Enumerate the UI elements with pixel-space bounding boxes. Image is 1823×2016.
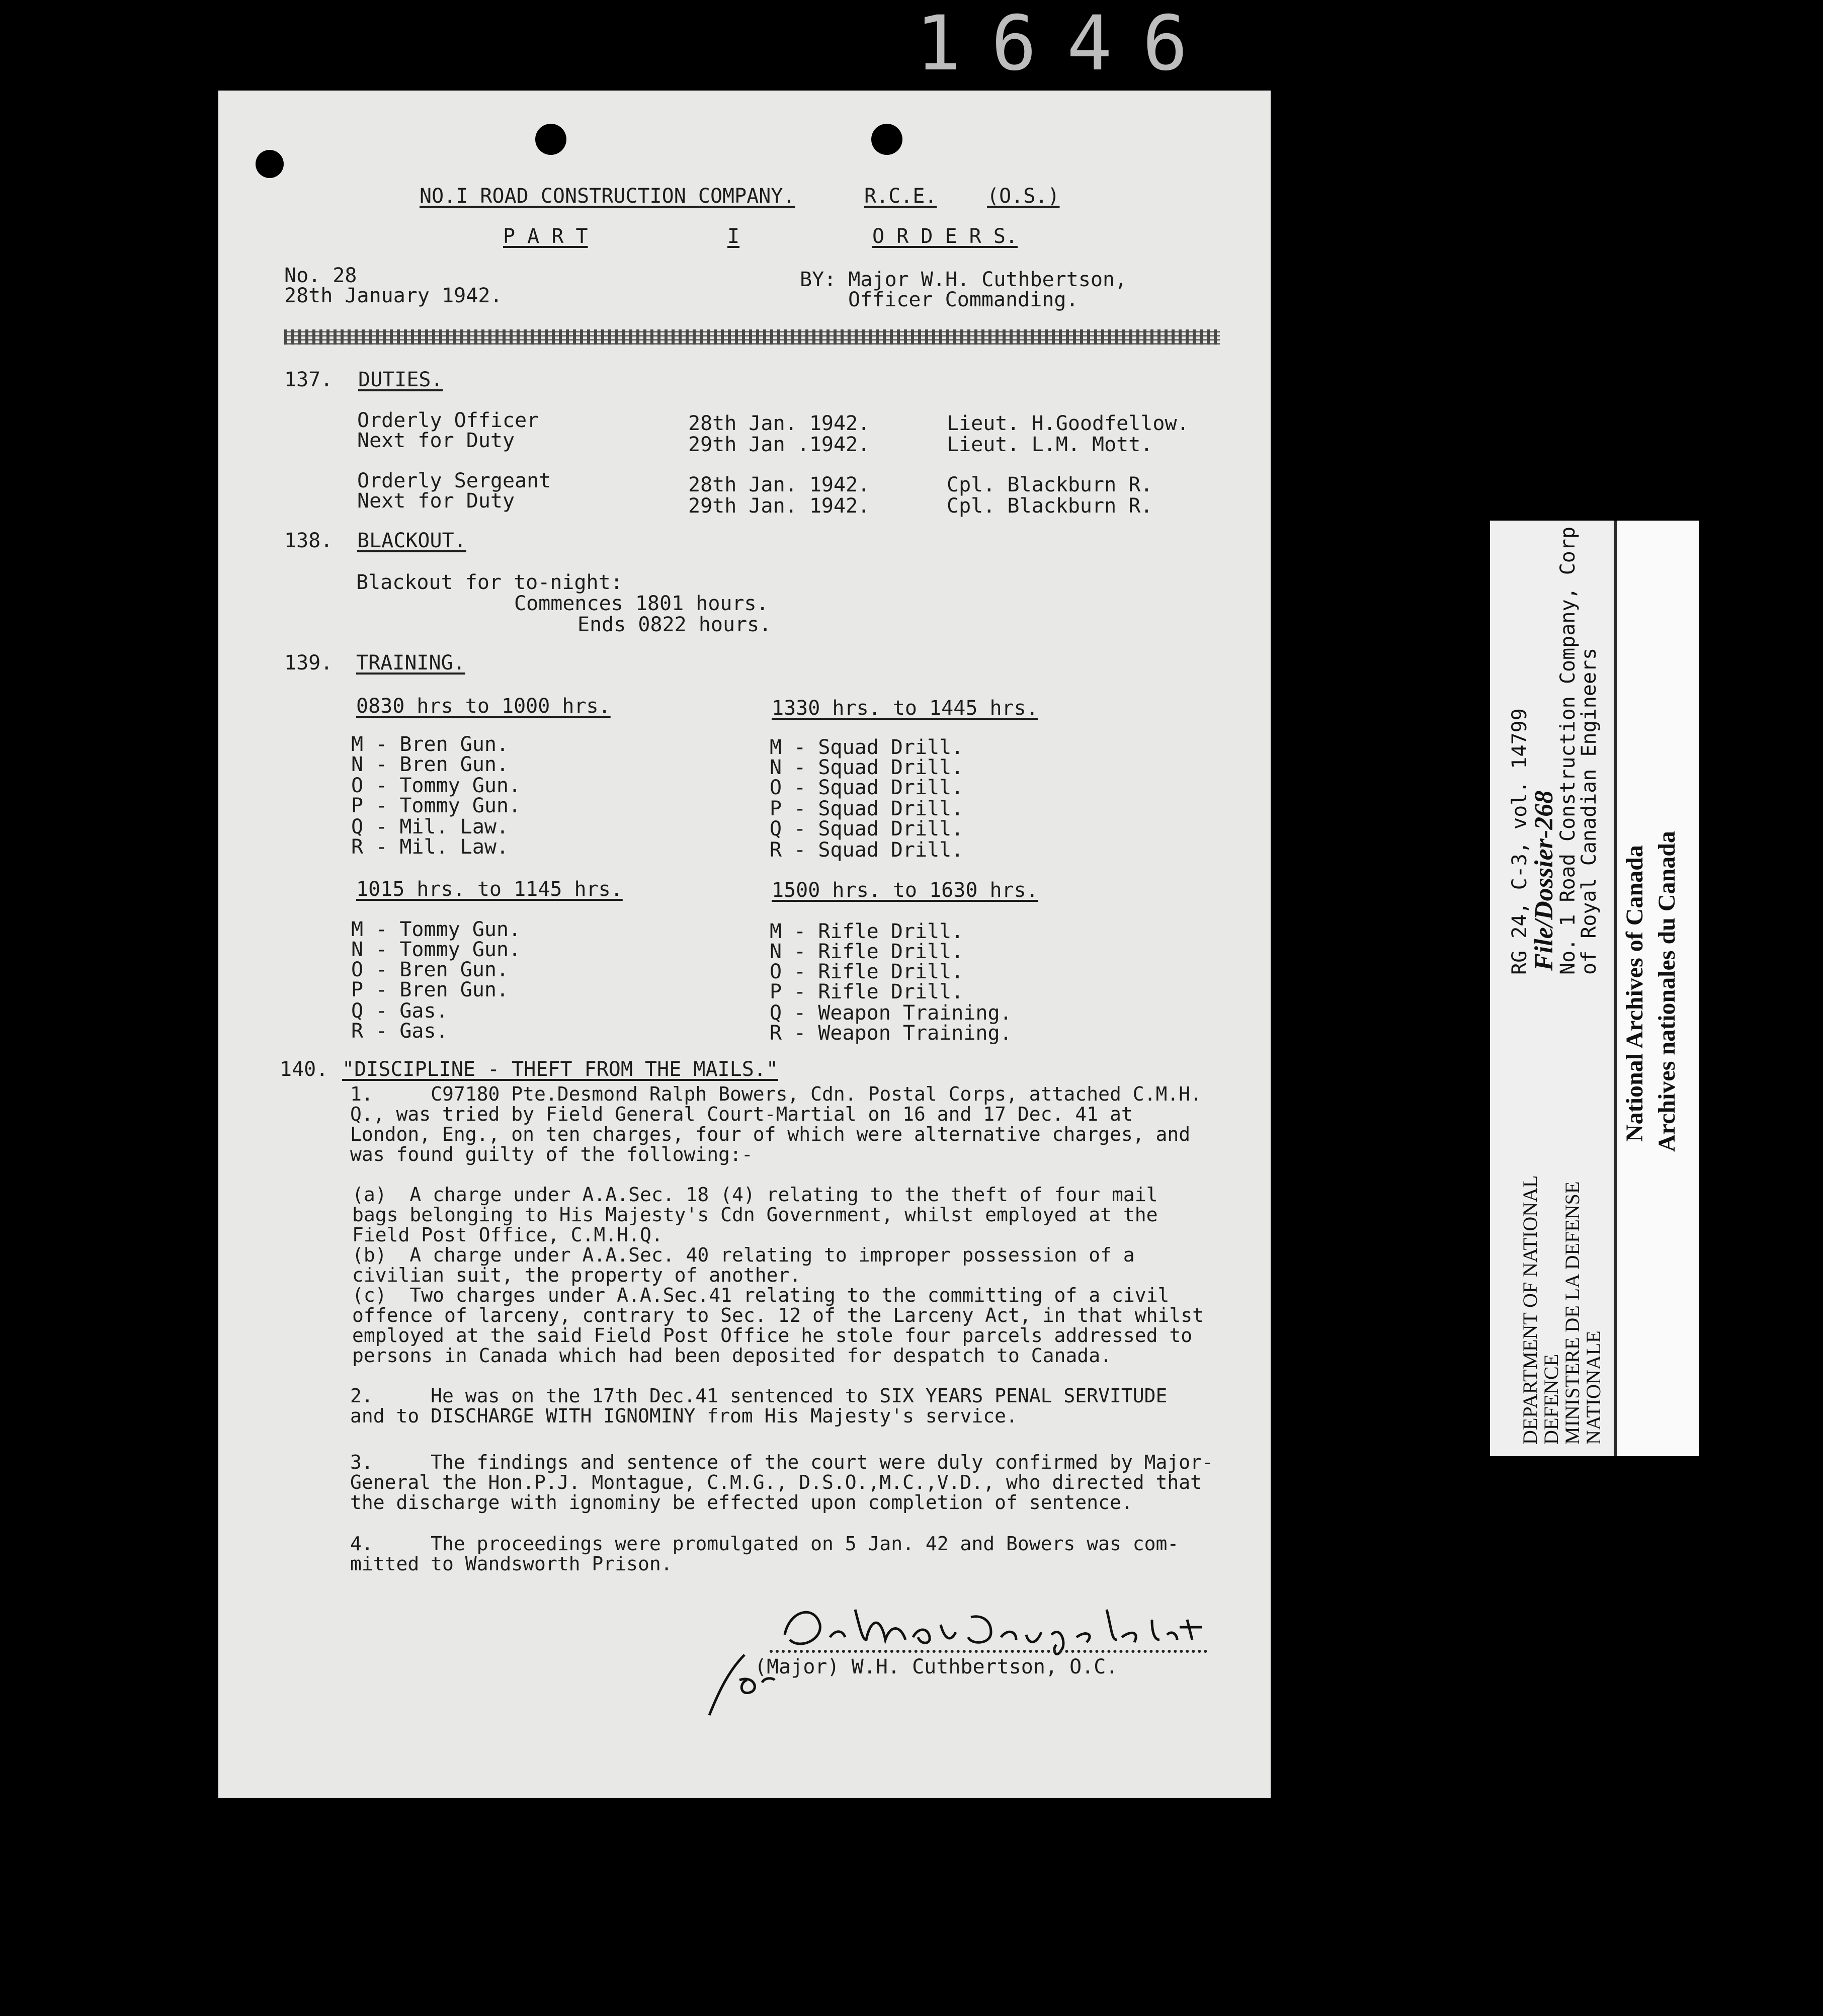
charge-line: Field Post Office, C.M.H.Q. (352, 1224, 663, 1246)
charge-line: (b) A charge under A.A.Sec. 40 relating to improper possession of a (352, 1244, 1135, 1266)
unit-title-1: No. 1 Road Construction Company, Corp (1556, 526, 1580, 975)
training-item: P - Tommy Gun. (351, 794, 521, 817)
training-item: N - Rifle Drill. (770, 940, 964, 963)
punch-hole-center (535, 124, 566, 155)
training-item: P - Bren Gun. (351, 978, 509, 1001)
duty-date: 28th Jan. 1942. (688, 473, 870, 496)
paragraph-line: 2. He was on the 17th Dec.41 sentenced to SIX YEARS PENAL SERVITUDE (350, 1385, 1168, 1407)
dept-fr-2: NATIONALE (1582, 1330, 1605, 1445)
duty-role: Next for Duty (357, 429, 515, 452)
training-item: N - Tommy Gun. (351, 938, 521, 961)
blackout-commences: Commences 1801 hours. (514, 592, 769, 615)
training-item: M - Squad Drill. (770, 736, 964, 759)
orders-label: O R D E R S. (872, 225, 1018, 248)
charge-line: (c) Two charges under A.A.Sec.41 relating to the committing of a civil (352, 1284, 1170, 1306)
training-item: N - Bren Gun. (351, 753, 509, 776)
duty-date: 28th Jan. 1942. (688, 412, 870, 435)
handwritten-signature (669, 1589, 1222, 1720)
duty-date: 29th Jan .1942. (688, 433, 870, 456)
frame-number: 1646 (916, 0, 1218, 88)
archives-name-en: National Archives of Canada (1621, 845, 1648, 1142)
section-number: 140. (280, 1058, 328, 1081)
dept-fr-1: MINISTERE DE LA DEFENSE (1561, 1181, 1584, 1445)
blackout-intro: Blackout for to-night: (356, 571, 623, 594)
duty-name: Lieut. L.M. Mott. (947, 433, 1153, 456)
training-item: Q - Mil. Law. (351, 815, 509, 838)
order-date: 28th January 1942. (284, 284, 503, 307)
training-item: Q - Gas. (351, 999, 448, 1023)
section-number: 139. (284, 651, 333, 675)
company-title: NO.I ROAD CONSTRUCTION COMPANY. (420, 185, 795, 208)
paragraph-line: 4. The proceedings were promulgated on 5 Jan. 42 and Bowers was com- (350, 1533, 1179, 1555)
section-heading-duties: DUTIES. (358, 368, 443, 391)
dept-en-1: DEPARTMENT OF NATIONAL (1519, 1175, 1541, 1445)
training-item: R - Gas. (351, 1020, 448, 1043)
paragraph-line: mitted to Wandsworth Prison. (350, 1553, 673, 1575)
part-number: I (727, 225, 740, 248)
paragraph-line: 3. The findings and sentence of the court were duly confirmed by Major- (350, 1451, 1213, 1473)
duty-role: Orderly Sergeant (357, 469, 551, 492)
unit-title-2: of Royal Canadian Engineers (1578, 647, 1601, 975)
training-time: 0830 hrs to 1000 hrs. (356, 695, 611, 718)
training-item: N - Squad Drill. (770, 756, 964, 779)
signature-name (780, 1639, 831, 1643)
signature-for (692, 1660, 699, 1664)
charge-line: bags belonging to His Majesty's Cdn Government, whilst employed at the (352, 1204, 1158, 1226)
issued-by: BY: Major W.H. Cuthbertson, (800, 268, 1127, 291)
training-item: M - Bren Gun. (351, 733, 509, 756)
charge-line: employed at the said Field Post Office he stole four parcels addressed to (352, 1324, 1193, 1347)
training-item: M - Rifle Drill. (770, 920, 964, 943)
unit-abbrev: R.C.E. (864, 185, 937, 208)
training-item: O - Tommy Gun. (351, 774, 521, 797)
punch-hole-right (871, 124, 902, 155)
signature-line: (Major) W.H. Cuthbertson, O.C. (755, 1655, 1118, 1678)
training-item: P - Squad Drill. (770, 797, 964, 820)
dept-en-2: DEFENCE (1540, 1354, 1562, 1445)
training-item: Q - Squad Drill. (770, 817, 964, 841)
paragraph-line: General the Hon.P.J. Montague, C.M.G., D.S.O.,M.C.,V.D., who directed that (350, 1471, 1202, 1493)
section-heading-discipline: "DISCIPLINE - THEFT FROM THE MAILS." (342, 1058, 778, 1081)
file-number: File/Dossier-268 (1530, 790, 1558, 971)
duty-name: Lieut. H.Goodfellow. (947, 412, 1189, 435)
part-label: P A R T (503, 225, 588, 248)
training-item: P - Rifle Drill. (770, 980, 964, 1003)
duty-role: Next for Duty (357, 489, 515, 513)
punch-hole-left (256, 150, 284, 178)
section-number: 138. (284, 529, 333, 552)
duty-role: Orderly Officer (357, 409, 539, 432)
section-heading-blackout: BLACKOUT. (357, 529, 466, 552)
charge-line: offence of larceny, contrary to Sec. 12 of the Larceny Act, in that whilst (352, 1304, 1204, 1326)
dotted-signature-rule (770, 1650, 1207, 1653)
training-item: M - Tommy Gun. (351, 918, 521, 941)
archives-name-fr: Archives nationales du Canada (1653, 831, 1680, 1152)
training-item: O - Rifle Drill. (770, 960, 964, 983)
paragraph-line: was found guilty of the following:- (350, 1143, 753, 1165)
charge-line: persons in Canada which had been deposited for despatch to Canada. (352, 1345, 1112, 1367)
paragraph-line: London, Eng., on ten charges, four of which were alternative charges, and (350, 1123, 1191, 1145)
training-item: O - Bren Gun. (351, 958, 509, 981)
blackout-ends: Ends 0822 hours. (577, 613, 772, 636)
order-number: No. 28 (284, 264, 357, 287)
paragraph-line: 1. C97180 Pte.Desmond Ralph Bowers, Cdn. Postal Corps, attached C.M.H. (350, 1083, 1202, 1105)
paragraph-line: the discharge with ignominy be effected upon completion of sentence. (350, 1491, 1133, 1514)
archive-reference: RG 24, C-3, vol. 14799 (1508, 708, 1531, 975)
training-item: R - Mil. Law. (351, 835, 509, 859)
training-time: 1015 hrs. to 1145 hrs. (356, 878, 623, 901)
section-heading-training: TRAINING. (356, 651, 465, 675)
charge-line: civilian suit, the property of another. (352, 1264, 801, 1286)
duty-date: 29th Jan. 1942. (688, 494, 870, 518)
section-number: 137. (284, 368, 333, 391)
charge-line: (a) A charge under A.A.Sec. 18 (4) relating to the theft of four mail (352, 1184, 1158, 1206)
separator-rule (284, 329, 1220, 345)
training-item: R - Squad Drill. (770, 838, 964, 862)
training-item: O - Squad Drill. (770, 776, 964, 799)
service-abbrev: (O.S.) (987, 185, 1060, 208)
training-time: 1330 hrs. to 1445 hrs. (772, 697, 1038, 720)
training-item: R - Weapon Training. (770, 1022, 1012, 1045)
paragraph-line: Q., was tried by Field General Court-Martial on 16 and 17 Dec. 41 at (350, 1103, 1133, 1125)
training-time: 1500 hrs. to 1630 hrs. (772, 879, 1038, 902)
issued-by-title: Officer Commanding. (848, 288, 1079, 311)
training-item: Q - Weapon Training. (770, 1001, 1012, 1025)
duty-name: Cpl. Blackburn R. (947, 494, 1153, 518)
duty-name: Cpl. Blackburn R. (947, 473, 1153, 496)
paragraph-line: and to DISCHARGE WITH IGNOMINY from His Majesty's service. (350, 1405, 1018, 1427)
